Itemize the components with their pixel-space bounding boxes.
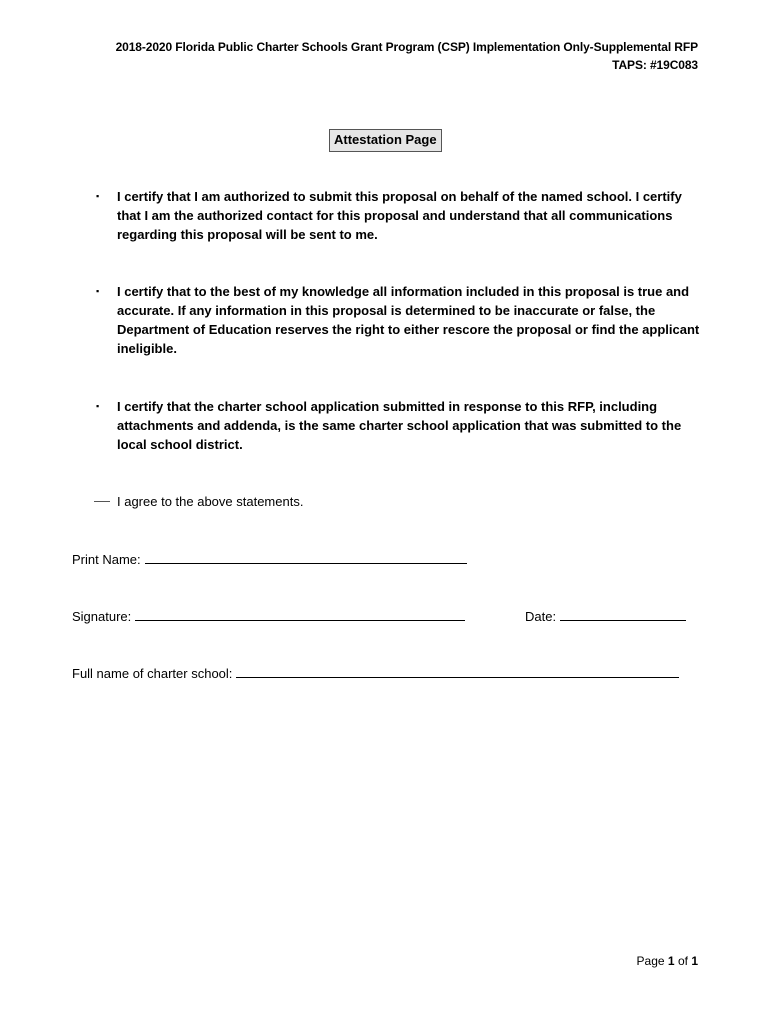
school-name-row	[72, 663, 679, 683]
statement-2	[96, 282, 702, 358]
signature-row	[72, 606, 465, 626]
statement-1	[96, 187, 702, 244]
agree-checkbox[interactable]	[94, 501, 110, 502]
statement-text: I certify that to the best of my knowledge all information included in this proposal is true and accurate. If any information in this proposal is determined to be inaccurate or false, the Department of Education reserves the right to either rescore the proposal or find the applicant ineligible.	[117, 284, 700, 356]
statement-text: I certify that I am authorized to submit this proposal on behalf of the named school. I certify that I am the authorized contact for this proposal and understand that all communications regarding this proposal will be sent to me.	[117, 189, 682, 242]
current-page-number: 1	[667, 954, 675, 968]
bullet-icon: ▪	[96, 401, 100, 411]
date-label: Date:	[525, 609, 557, 624]
page-label: Page	[636, 954, 665, 968]
agree-row	[94, 492, 303, 511]
date-field[interactable]	[560, 606, 686, 621]
header-program-title: 2018-2020 Florida Public Charter Schools Grant Program (CSP) Implementation Only-Supplemental RFP	[115, 40, 698, 54]
signature-field[interactable]	[135, 606, 465, 621]
school-name-label: Full name of charter school:	[72, 666, 233, 681]
statement-text: I certify that the charter school application submitted in response to this RFP, including attachments and addenda, is the same charter school application that was submitted to the local school district.	[117, 399, 682, 452]
of-label: of	[677, 954, 688, 968]
total-pages-number: 1	[691, 954, 698, 968]
signature-label: Signature:	[72, 609, 132, 624]
document-header	[116, 38, 698, 74]
date-row	[525, 606, 686, 626]
print-name-label: Print Name:	[72, 552, 141, 567]
print-name-row	[72, 549, 467, 569]
school-name-field[interactable]	[236, 663, 679, 678]
print-name-field[interactable]	[145, 549, 467, 564]
agree-label: I agree to the above statements.	[117, 494, 304, 509]
page-title: Attestation Page	[329, 129, 442, 152]
header-taps-number: TAPS: #19C083	[612, 58, 698, 72]
statement-3	[96, 397, 702, 454]
bullet-icon: ▪	[96, 286, 100, 296]
bullet-icon: ▪	[96, 191, 100, 201]
page-footer	[637, 952, 698, 970]
